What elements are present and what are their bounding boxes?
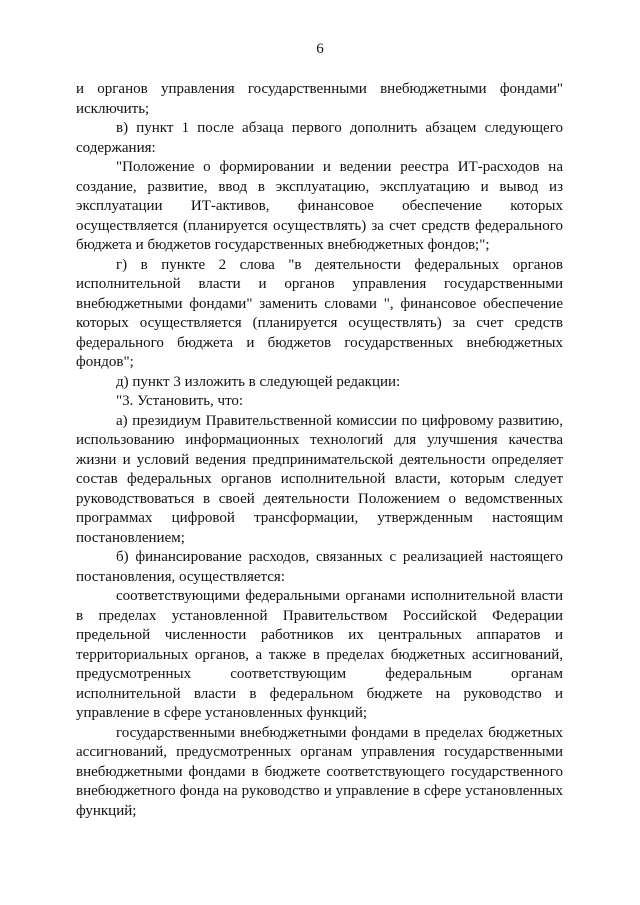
- paragraph-5: д) пункт 3 изложить в следующей редакции:: [116, 373, 401, 390]
- paragraph-1: и органов управления государственными внебюджетными фондами" исключить;: [76, 81, 563, 117]
- paragraph-8: б) финансирование расходов, связанных с реализацией настоящего постановления, осуществляется:: [76, 549, 563, 585]
- document-body: [76, 80, 563, 821]
- paragraph-3: "Положение о формировании и ведении реестра ИТ-расходов на создание, развитие, ввод в эксплуатацию, эксплуатацию и вывод из эксплуатации ИТ-активов, финансовое обеспечение которых осуществляется (планируется осуществлять) за счет средств федерального бюджета и бюджетов государственных внебюджетных фондов;";: [76, 159, 563, 253]
- page-number: 6: [316, 41, 324, 57]
- paragraph-4: г) в пункте 2 слова "в деятельности федеральных органов исполнительной власти и органов управления государственными внебюджетными фондами" заменить словами ", финансовое обеспечение которых осуществляется (планируется осуществлять) за счет средств федерального бюджета и бюджетов государственных внебюджетных фондов";: [76, 256, 563, 370]
- paragraph-6: "3. Установить, что:: [116, 393, 244, 409]
- paragraph-7: а) президиум Правительственной комиссии по цифровому развитию, использованию информационных технологий для улучшения качества жизни и условий ведения предпринимательской деятельности определяет состав федеральных органов исполнительной власти, которым следует руководствоваться в своей деятельности Положением о ведомственных программах цифровой трансформации, утвержденным настоящим постановлением;: [76, 412, 563, 546]
- paragraph-10: государственными внебюджетными фондами в пределах бюджетных ассигнований, предусмотренных органам управления государственными внебюджетными фондами в бюджете соответствующего государственного внебюджетного фонда на руководство и управление в сфере установленных функций;: [76, 724, 563, 819]
- paragraph-2: в) пункт 1 после абзаца первого дополнить абзацем следующего содержания:: [76, 120, 563, 156]
- paragraph-9: соответствующими федеральными органами исполнительной власти в пределах установленной Правительством Российской Федерации предельной численности работников их центральных аппаратов и территориальных органов, а также в пределах бюджетных ассигнований, предусмотренных соответствующим федеральным органам исполнительной власти в федеральном бюджете на руководство и управление в сфере установленных функций;: [76, 588, 563, 721]
